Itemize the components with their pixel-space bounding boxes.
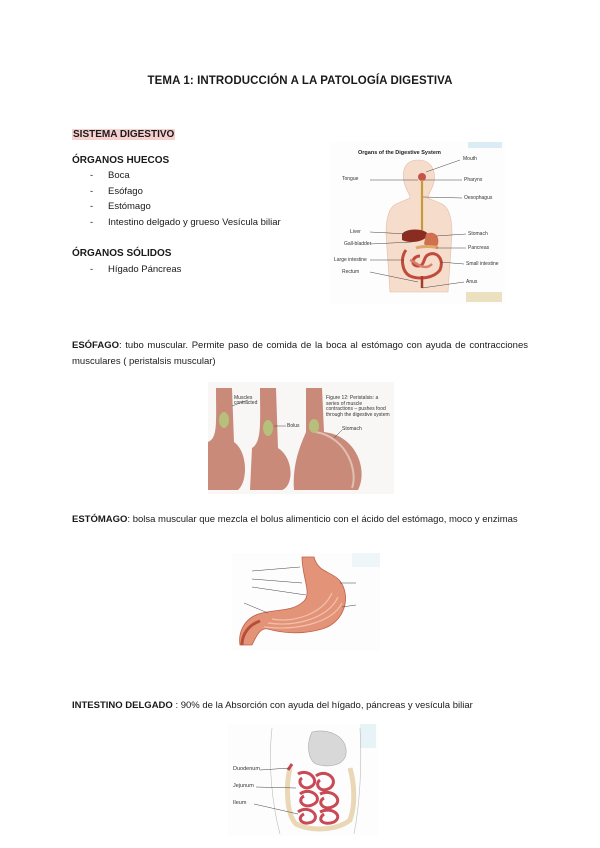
label-ileum: Ileum: [233, 800, 247, 806]
hollow-organs-heading: ÓRGANOS HUECOS: [72, 155, 170, 166]
page-title: TEMA 1: INTRODUCCIÓN A LA PATOLOGÍA DIGESTIVA: [147, 75, 453, 87]
label-small-intestine: Small intestine: [466, 261, 499, 267]
label-mouth: Mouth: [463, 156, 477, 162]
intestino-term: INTESTINO DELGADO: [72, 700, 173, 711]
stomach-illustration: [232, 553, 380, 651]
estomago-text: : bolsa muscular que mezcla el bolus alimenticio con el ácido del estómago, moco y enzimas: [127, 514, 518, 525]
label-liver: Liver: [350, 229, 361, 235]
solid-organs-list: [90, 264, 181, 275]
digestive-system-figure: [330, 142, 505, 304]
solid-organs-heading: ÓRGANOS SÓLIDOS: [72, 248, 172, 259]
digestive-system-illustration: [330, 142, 505, 304]
small-intestine-illustration: [228, 724, 378, 836]
label-bolus: Bolus: [287, 423, 300, 429]
section-heading: [72, 124, 175, 142]
label-muscles-contracted: Muscles contracted: [234, 395, 258, 406]
figure-caption: Figure 12: Peristalsis: a series of muscle contractions – pushes food through the digestive system: [326, 395, 390, 418]
list-item: - Hígado Páncreas: [90, 264, 182, 275]
label-stomach-peristalsis: Stomach: [342, 426, 362, 432]
label-rectum: Rectum: [342, 269, 360, 275]
list-item: - Intestino delgado y grueso Vesícula biliar: [90, 216, 281, 228]
figure-title: Organs of the Digestive System: [358, 150, 441, 156]
list-item: - Estómago: [90, 201, 151, 212]
list-item: - Boca: [90, 170, 130, 181]
label-pancreas: Pancreas: [468, 245, 490, 251]
stomach-figure: [232, 553, 380, 651]
label-oesophagus: Oesophagus: [464, 195, 493, 201]
intestino-text: : 90% de la Absorción con ayuda del hígado, páncreas y vesícula biliar: [172, 700, 473, 711]
label-anus: Anus: [466, 279, 478, 285]
label-pharynx: Pharynx: [464, 177, 483, 183]
estomago-paragraph: [72, 512, 528, 528]
estomago-term: ESTÓMAGO: [72, 514, 128, 525]
hollow-organs-list: [90, 170, 281, 232]
label-jejunum: Jejunum: [233, 783, 254, 789]
section-heading-text: SISTEMA DIGESTIVO: [73, 129, 175, 140]
list-item: - Esófago: [90, 185, 143, 197]
esofago-text: : tubo muscular. Permite paso de comida de la boca al estómago con ayuda de contracciones musculares ( peristalsis muscular): [72, 340, 528, 367]
label-large-intestine: Large intestine: [334, 257, 367, 263]
label-tongue: Tongue: [342, 176, 359, 182]
esofago-term: ESÓFAGO: [72, 340, 119, 351]
small-intestine-figure: [228, 724, 378, 836]
label-duodenum: Duodenum: [233, 766, 260, 772]
intestino-paragraph: [72, 698, 528, 714]
peristalsis-figure: [208, 382, 394, 494]
esofago-paragraph: [72, 338, 528, 370]
label-stomach: Stomach: [468, 231, 488, 237]
label-gall-bladder: Gall-bladder: [344, 241, 372, 247]
